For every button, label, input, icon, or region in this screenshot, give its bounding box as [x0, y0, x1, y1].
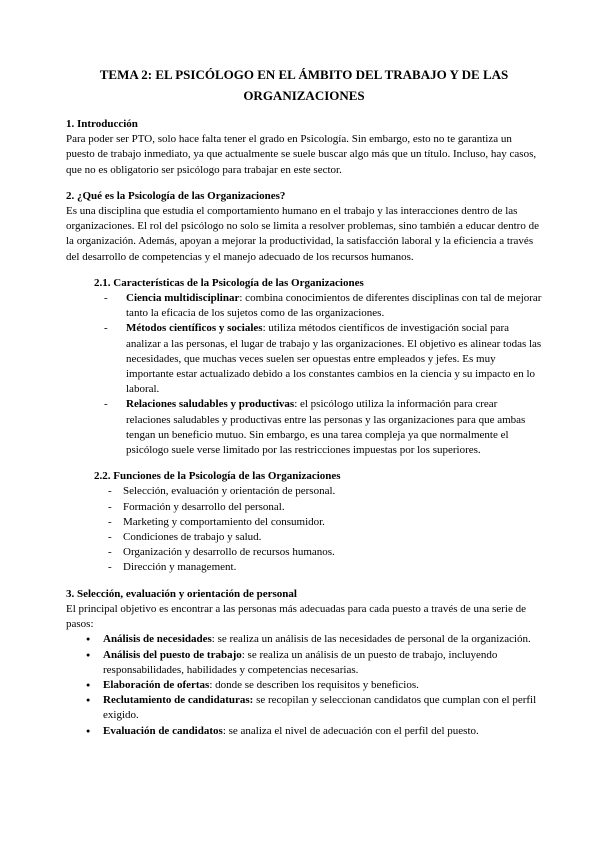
list-item [66, 632, 542, 647]
list-item-text: Formación y desarrollo del personal. [123, 500, 285, 513]
definition: se recopilan y seleccionan candidatos que cumplan con el perfil exigido. [103, 694, 537, 722]
dash-marker-icon: - [108, 500, 112, 513]
list-item [66, 500, 542, 515]
subsection-functions [66, 469, 542, 575]
list-item-text: Marketing y comportamiento del consumidor. [123, 515, 325, 528]
list-item [66, 397, 542, 458]
bullet-marker-icon: ● [86, 696, 91, 705]
dash-marker-icon: - [108, 515, 112, 528]
bullet-marker-icon: ● [86, 680, 91, 689]
definition: : se analiza el nivel de adecuación con el perfil del puesto. [222, 724, 479, 737]
term: Análisis del puesto de trabajo [103, 648, 242, 661]
characteristics-list [66, 291, 542, 458]
term: Evaluación de candidatos [103, 724, 223, 737]
list-item-text: Condiciones de trabajo y salud. [123, 531, 262, 544]
term: Métodos científicos y sociales [126, 322, 263, 335]
introduction-paragraph: Para poder ser PTO, solo hace falta tener el grado en Psicología. Sin embargo, esto no te garantiza un puesto de trabajo inmediato, ya que actualmente se suele buscar algo más que un título. Incluso, hay casos, que no es obligatorio ser psicólogo para trabajar en este sector. [66, 133, 537, 176]
characteristics-heading: 2.1. Características de la Psicología de las Organizaciones [94, 276, 364, 289]
dash-marker-icon: - [108, 531, 112, 544]
list-item-text: Dirección y management. [123, 561, 237, 574]
dash-marker-icon: - [108, 485, 112, 498]
definition: : combina conocimientos de diferentes disciplinas con tal de mejorar tanto la eficacia de los sujetos como de las organizaciones. [126, 292, 542, 320]
selection-paragraph: El principal objetivo es encontrar a las personas más adecuadas para cada puesto a través de una serie de pasos: [66, 602, 526, 631]
what-is-heading: 2. ¿Qué es la Psicología de las Organizaciones? [66, 189, 286, 202]
term: Reclutamiento de candidaturas: [103, 694, 254, 707]
dash-marker-icon: - [104, 322, 108, 335]
section-introduction [66, 117, 542, 178]
term: Elaboración de ofertas [103, 678, 210, 691]
list-item [66, 291, 542, 321]
list-item [66, 530, 542, 545]
functions-list [66, 484, 542, 575]
list-item [66, 693, 542, 723]
subsection-characteristics [66, 276, 542, 458]
term: Relaciones saludables y productivas [126, 398, 295, 411]
list-item [66, 678, 542, 693]
list-item-text: Organización y desarrollo de recursos humanos. [123, 546, 335, 559]
bullet-marker-icon: ● [86, 650, 91, 659]
definition: : donde se describen los requisitos y beneficios. [209, 678, 419, 691]
list-item [66, 724, 542, 739]
term: Ciencia multidisciplinar [126, 292, 240, 305]
bullet-marker-icon: ● [86, 726, 91, 735]
list-item [66, 515, 542, 530]
what-is-paragraph: Es una disciplina que estudia el comportamiento humano en el trabajo y las interacciones dentro de las organizaciones. El rol del psicólogo no solo se limita a resolver problemas, sino también a educar dentro de la organización. Además, apoyan a mejorar la productividad, la satisfacción laboral y la eficiencia a través del desarrollo de competencias y el manejo adecuado de los recursos humanos. [66, 205, 539, 263]
definition: : el psicólogo utiliza la información para crear relaciones saludables y productivas entre las personas y las organizaciones para que ambas tengan un beneficio mutuo. Sin embargo, es una tarea compleja ya que normalmente el psicólogo suele verse limitado por las restricciones impuestas por los superiores. [126, 398, 526, 457]
dash-marker-icon: - [108, 561, 112, 574]
functions-heading: 2.2. Funciones de la Psicología de las Organizaciones [94, 470, 341, 483]
introduction-heading: 1. Introducción [66, 118, 138, 130]
definition: : se realiza un análisis de un puesto de trabajo, incluyendo responsabilidades, habilidades y competencias necesarias. [103, 648, 498, 676]
document-title: TEMA 2: EL PSICÓLOGO EN EL ÁMBITO DEL TRABAJO Y DE LAS ORGANIZACIONES [99, 67, 509, 103]
dash-marker-icon: - [104, 398, 108, 411]
definition: : utiliza métodos científicos de investigación social para analizar a las personas, el lugar de trabajo y las organizaciones. El objetivo es alinear todas las necesidades, que muchas veces suelen ser opuestas entre empleados y jefes. Es muy importante estar actualizado debido a los constantes cambios en la ciencia y su impacto en lo laboral. [126, 322, 542, 396]
list-item [66, 648, 542, 678]
bullet-marker-icon: ● [86, 635, 91, 644]
list-item [66, 560, 542, 575]
section-what-is-org-psychology [66, 189, 542, 265]
section-personnel-selection [66, 587, 542, 739]
list-item [66, 545, 542, 560]
selection-heading: 3. Selección, evaluación y orientación de personal [66, 587, 297, 600]
list-item-text: Selección, evaluación y orientación de personal. [123, 485, 336, 498]
definition: : se realiza un análisis de las necesidades de personal de la organización. [211, 633, 531, 646]
selection-steps-list [66, 632, 542, 738]
dash-marker-icon: - [108, 546, 112, 559]
list-item [66, 484, 542, 499]
dash-marker-icon: - [104, 292, 108, 305]
list-item [66, 321, 542, 397]
term: Análisis de necesidades [103, 633, 212, 646]
